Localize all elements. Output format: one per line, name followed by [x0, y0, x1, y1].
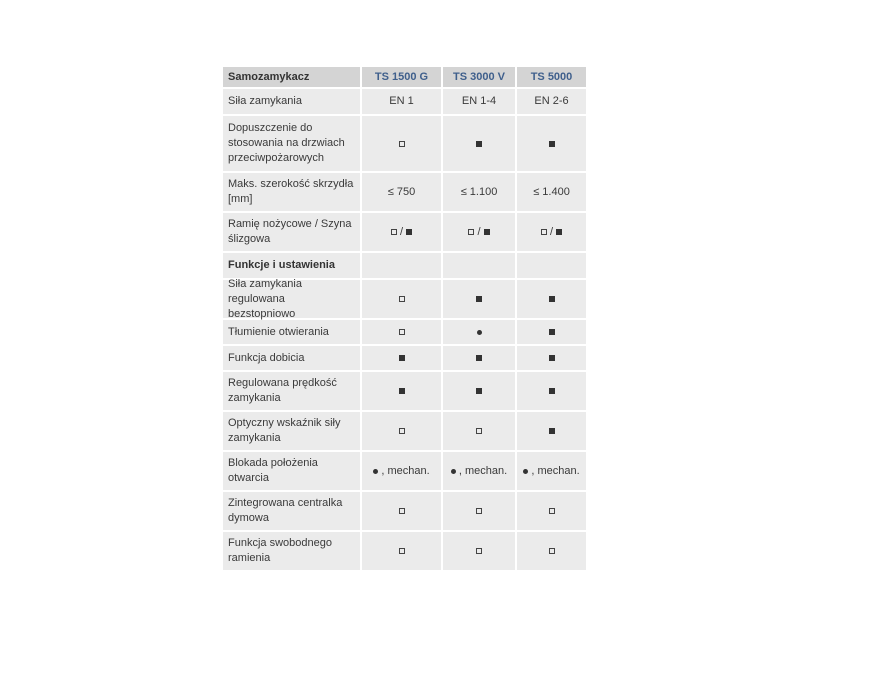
empty-square-icon [476, 428, 482, 434]
separator: / [477, 225, 481, 238]
row-label: Zintegrowana centralka dymowa [223, 492, 360, 530]
empty-square-icon [399, 428, 405, 434]
cell-symbol [362, 116, 441, 171]
cell-symbol [517, 532, 586, 570]
cell-symbol [362, 372, 441, 410]
filled-square-icon [549, 428, 555, 434]
cell-symbol [362, 320, 441, 344]
table-row [223, 116, 586, 171]
cell-symbol [517, 412, 586, 450]
cell-value: EN 2-6 [517, 89, 586, 114]
empty-square-icon [549, 548, 555, 554]
empty-square-icon [399, 296, 405, 302]
empty-square-icon [476, 548, 482, 554]
cell-value: ≤ 1.100 [443, 173, 515, 211]
empty-square-icon [399, 548, 405, 554]
filled-square-icon [399, 355, 405, 361]
cell-value: ≤ 1.400 [517, 173, 586, 211]
table-row [223, 213, 586, 251]
dot-icon [477, 330, 482, 335]
filled-square-icon [476, 388, 482, 394]
section-row [223, 253, 586, 278]
table-row [223, 532, 586, 570]
row-label: Optyczny wskaźnik siły zamykania [223, 412, 360, 450]
cell-symbol [517, 320, 586, 344]
empty-cell [443, 253, 515, 278]
empty-square-icon [549, 508, 555, 514]
header-model-2: TS 3000 V [443, 67, 515, 87]
filled-square-icon [549, 355, 555, 361]
empty-cell [362, 253, 441, 278]
filled-square-icon [476, 296, 482, 302]
empty-cell [517, 253, 586, 278]
header-label: Samozamykacz [223, 67, 360, 87]
table-row [223, 372, 586, 410]
mechan-text: , mechan. [531, 464, 580, 477]
cell-symbol [517, 452, 586, 490]
mechan-text: , mechan. [458, 464, 508, 477]
header-model-3: TS 5000 [517, 67, 586, 87]
cell-symbol [362, 280, 441, 318]
section-title: Funkcje i ustawienia [223, 253, 360, 278]
separator: / [399, 225, 404, 238]
cell-symbol [443, 320, 515, 344]
empty-square-icon [399, 141, 405, 147]
empty-square-icon [399, 508, 405, 514]
cell-symbol [362, 213, 441, 251]
cell-symbol [517, 492, 586, 530]
cell-symbol [517, 346, 586, 370]
filled-square-icon [549, 388, 555, 394]
cell-symbol [443, 452, 515, 490]
dot-icon [523, 469, 528, 474]
filled-square-icon [484, 229, 490, 235]
cell-symbol [517, 372, 586, 410]
row-label: Tłumienie otwierania [223, 320, 360, 344]
cell-symbol [443, 116, 515, 171]
row-label: Maks. szerokość skrzydła [mm] [223, 173, 360, 211]
filled-square-icon [549, 329, 555, 335]
table-row [223, 89, 586, 114]
row-label: Funkcja dobicia [223, 346, 360, 370]
cell-symbol [362, 532, 441, 570]
table-row [223, 173, 586, 211]
cell-symbol [362, 412, 441, 450]
cell-symbol [362, 492, 441, 530]
cell-symbol [443, 280, 515, 318]
cell-symbol [443, 213, 515, 251]
separator: / [549, 225, 554, 238]
filled-square-icon [549, 296, 555, 302]
cell-symbol [443, 346, 515, 370]
header-model-1: TS 1500 G [362, 67, 441, 87]
header-row [223, 67, 586, 87]
cell-value: ≤ 750 [362, 173, 441, 211]
empty-square-icon [468, 229, 474, 235]
row-label: Ramię nożycowe / Szyna ślizgowa [223, 213, 360, 251]
table-row [223, 277, 586, 320]
empty-square-icon [399, 329, 405, 335]
table-row [223, 346, 586, 370]
cell-value: EN 1-4 [443, 89, 515, 114]
cell-symbol [517, 213, 586, 251]
cell-symbol [362, 346, 441, 370]
cell-symbol [517, 116, 586, 171]
mechan-text: , mechan. [381, 464, 430, 477]
cell-symbol [517, 280, 586, 318]
row-label: Blokada położenia otwarcia [223, 452, 360, 490]
cell-symbol [443, 412, 515, 450]
table-row [223, 452, 586, 490]
dot-icon [451, 469, 456, 474]
spec-table [223, 67, 586, 572]
cell-value: EN 1 [362, 89, 441, 114]
filled-square-icon [549, 141, 555, 147]
cell-symbol [443, 532, 515, 570]
cell-symbol [362, 452, 441, 490]
table-row [223, 320, 586, 344]
dot-icon [373, 469, 378, 474]
empty-square-icon [391, 229, 397, 235]
row-label: Dopuszczenie do stosowania na drzwiach przeciwpożarowych [223, 116, 360, 171]
table-row [223, 412, 586, 450]
row-label: Funkcja swobodnego ramienia [223, 532, 360, 570]
row-label: Siła zamykania [223, 89, 360, 114]
table-row [223, 492, 586, 530]
filled-square-icon [476, 355, 482, 361]
cell-symbol [443, 372, 515, 410]
filled-square-icon [406, 229, 412, 235]
row-label: Regulowana prędkość zamykania [223, 372, 360, 410]
filled-square-icon [556, 229, 562, 235]
empty-square-icon [476, 508, 482, 514]
filled-square-icon [399, 388, 405, 394]
cell-symbol [443, 492, 515, 530]
filled-square-icon [476, 141, 482, 147]
row-label: Siła zamykania regulowana bezstopniowo [223, 280, 360, 318]
empty-square-icon [541, 229, 547, 235]
